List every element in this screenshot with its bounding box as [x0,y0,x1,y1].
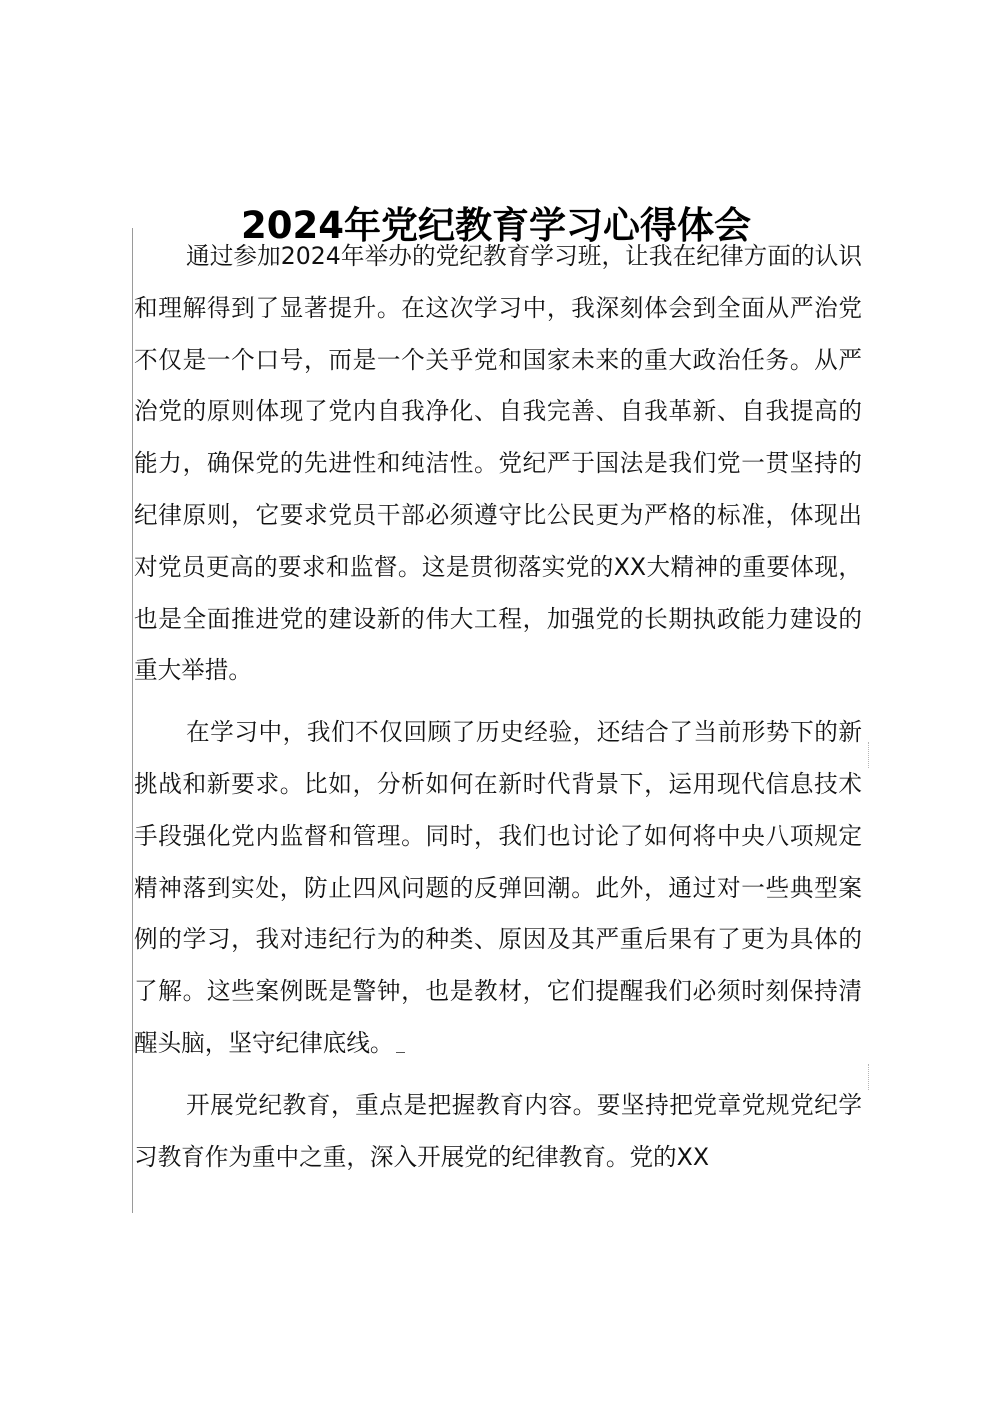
body-paragraph [134,1080,862,1184]
body-paragraph [134,707,862,1070]
document-title: 2024年党纪教育学习心得体会 [241,203,751,247]
right-margin-tick [868,742,869,768]
paragraph-text: 在学习中，我们不仅回顾了历史经验，还结合了当前形势下的新挑战和新要求。比如，分析如何在新时代背景下，运用现代信息技术手段强化党内监督和管理。同时，我们也讨论了如何将中央八项规定精神落到实处，防止四风问题的反弹回潮。此外，通过对一些典型案例的学习，我对违纪行为的种类、原因及其严重后果有了更为具体的了解。这些案例既是警钟，也是教材，它们提醒我们必须时刻保持清醒头脑，坚守纪律底线。 [134,718,862,1057]
paragraph-text: 通过参加2024年举办的党纪教育学习班，让我在纪律方面的认识和理解得到了显著提升。在这次学习中，我深刻体会到全面从严治党不仅是一个口号，而是一个关乎党和国家未来的重大政治任务。从严治党的原则体现了党内自我净化、自我完善、自我革新、自我提高的能力，确保党的先进性和纯洁性。党纪严于国法是我们党一贯坚持的纪律原则，它要求党员干部必须遵守比公民更为严格的标准，体现出对党员更高的要求和监督。这是贯彻落实党的XX大精神的重要体现，也是全面推进党的建设新的伟大工程，加强党的长期执政能力建设的重大举措。 [134,242,862,685]
document-body [134,231,862,1183]
body-paragraph [134,231,862,697]
right-margin-tick [868,1064,869,1090]
paragraph-mark-icon [396,1051,405,1053]
left-margin-rule [132,228,133,1213]
paragraph-text: 开展党纪教育，重点是把握教育内容。要坚持把党章党规党纪学习教育作为重中之重，深入开展党的纪律教育。党的XX [134,1090,862,1171]
